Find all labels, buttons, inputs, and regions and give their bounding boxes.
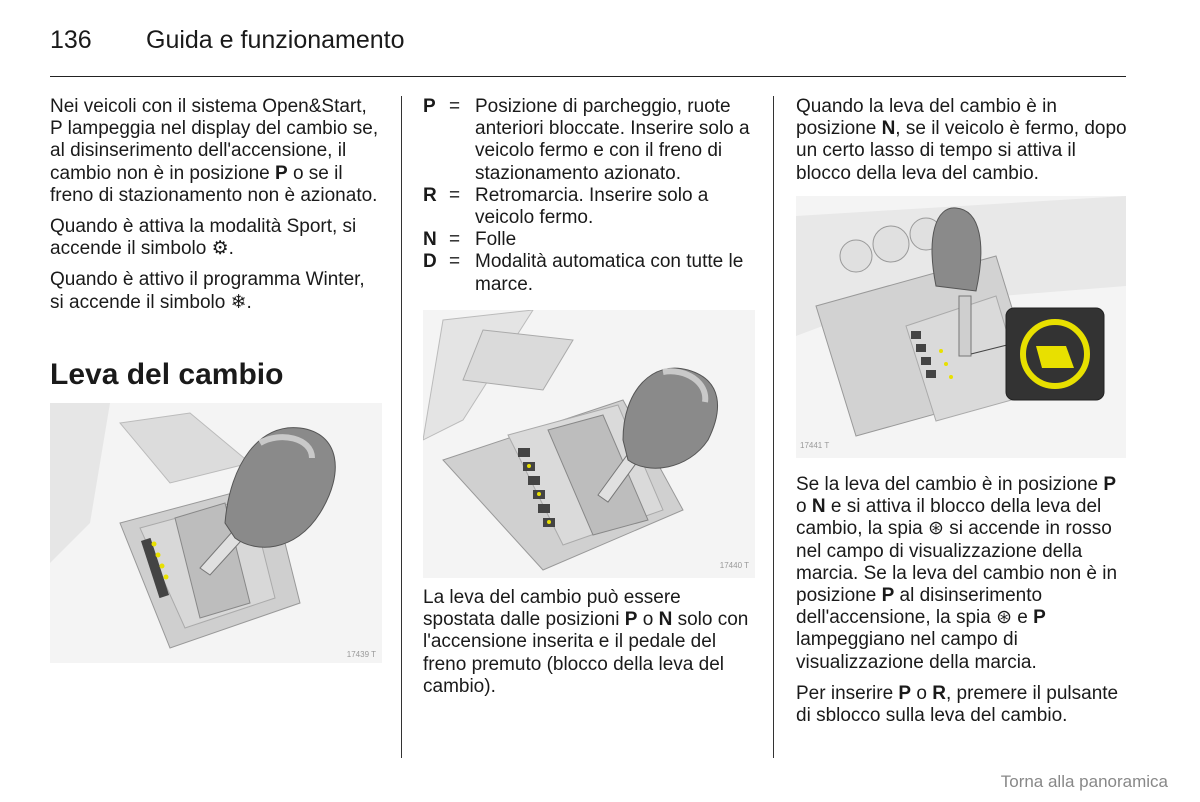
back-to-overview-link[interactable]: Torna alla panoramica xyxy=(1000,772,1168,791)
gear-row-p: P = Posizione di parcheggio, ruote anteriori bloccate. Inserire solo a veicolo fermo e con il freno di stazionamento azionato. xyxy=(423,96,750,184)
column-divider-2 xyxy=(773,96,774,758)
column-divider-1 xyxy=(401,96,402,758)
section-title: Leva del cambio xyxy=(50,358,284,391)
column-2-text xyxy=(423,587,755,707)
page-title: Guida e funzionamento xyxy=(146,26,405,54)
figure-lock-indicator xyxy=(796,196,1126,458)
lever-lock-icon: ⊛ xyxy=(996,607,1013,629)
column-1 xyxy=(50,96,382,323)
column-3-text xyxy=(796,474,1128,736)
gear-row-r: R = Retromarcia. Inserire solo a veicolo fermo. xyxy=(423,184,709,229)
figure-selector-lever-1 xyxy=(50,403,382,663)
page-number: 136 xyxy=(50,26,92,54)
paragraph-open-start: Nei veicoli con il sistema Open&Start, P lampeggia nel display del cambio se, al disinserimento dell'accensione, il cambio non è in posizione P o se il freno di stazionamento non è azionato. xyxy=(50,96,379,206)
figure-selector-lever-2 xyxy=(423,310,755,578)
paragraph-n-lock: Quando la leva del cambio è in posizione N, se il veicolo è fermo, dopo un certo lasso di tempo si attiva il blocco della leva del cambio. xyxy=(796,96,1127,184)
gear-lever-illustration-2 xyxy=(423,310,755,578)
paragraph-sport: Quando è attiva la modalità Sport, si accende il simbolo ⚙. xyxy=(50,216,357,260)
paragraph-release-button: Per inserire P o R, premere il pulsante di sblocco sulla leva del cambio. xyxy=(796,682,1119,727)
gear-row-d: D = Modalità automatica con tutte le marce. xyxy=(423,251,744,295)
gear-row-n: N = Folle xyxy=(423,229,517,251)
paragraph-lever-lock: La leva del cambio può essere spostata dalle posizioni P o N solo con l'accensione inserita e il pedale del freno premuto (blocco della leva del cambio). xyxy=(423,587,749,697)
snowflake-icon: ❄ xyxy=(230,291,247,313)
figure-code: 17440 T xyxy=(719,561,749,570)
paragraph-winter: Quando è attivo il programma Winter, si accende il simbolo ❄. xyxy=(50,269,365,313)
figure-code: 17441 T xyxy=(800,441,830,450)
gear-lever-illustration-1 xyxy=(50,403,382,663)
gear-lock-illustration xyxy=(796,196,1126,458)
paragraph-lock-indicator: Se la leva del cambio è in posizione P o N e si attiva il blocco della leva del cambio, la spia ⊛ si accende in rosso nel campo di visualizzazione della marcia. Se la leva del cambio non è in posizione P al disinserimento dell'accensione, la spia ⊛ e P lampeggiano nel campo di visualizzazione della marcia. xyxy=(796,474,1118,673)
figure-code: 17439 T xyxy=(346,650,376,659)
sport-mode-icon: ⚙ xyxy=(211,238,229,260)
column-3 xyxy=(796,96,1128,194)
header-rule xyxy=(50,76,1126,77)
column-2 xyxy=(423,96,755,310)
gear-position-list xyxy=(423,96,755,296)
lever-lock-icon: ⊛ xyxy=(928,518,944,540)
